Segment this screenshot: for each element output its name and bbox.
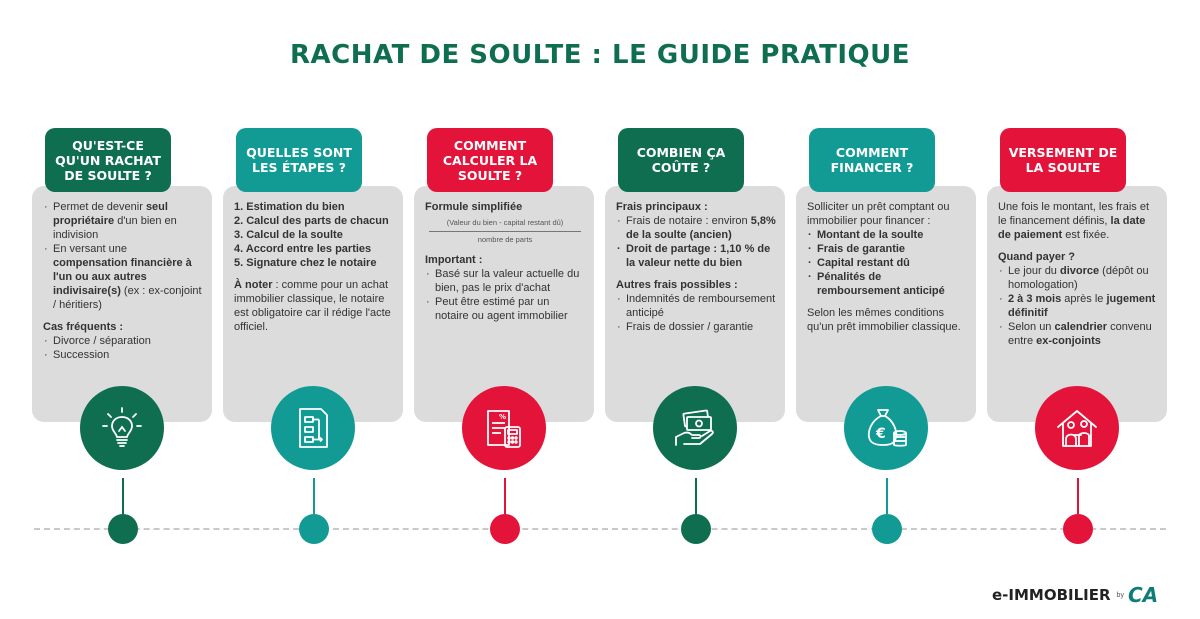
lightbulb-icon [80, 386, 164, 470]
bullet: · Permet de devenir seul propriétaire d'un bien en indivision [43, 200, 203, 242]
card-header: VERSEMENT DE LA SOULTE [1000, 128, 1126, 192]
bullet: · Indemnités de remboursement anticipé [616, 292, 776, 320]
calculator-document-icon [462, 386, 546, 470]
card-financing [796, 128, 976, 460]
logo-brand: CA [1127, 583, 1159, 607]
step: 2. Calcul des parts de chacun [234, 215, 389, 227]
intro-text: Solliciter un prêt comptant ou immobilier pour financer : [807, 201, 950, 227]
card-header: QUELLES SONT LES ÉTAPES ? [236, 128, 362, 192]
bullet: · Droit de partage : 1,10 % de la valeur nette du bien [616, 242, 776, 270]
bullet: · En versant une compensation financière à l'un ou aux autres indivisaire(s) (ex : ex-conjoint / héritiers) [43, 242, 203, 312]
step: 5. Signature chez le notaire [234, 257, 377, 269]
timeline-stem [1077, 478, 1079, 514]
formula-denominator: nombre de parts [477, 235, 533, 244]
bullet: · Frais de garantie [807, 242, 967, 256]
card-header: COMMENT FINANCER ? [809, 128, 935, 192]
bullet: · Frais de dossier / garantie [616, 320, 776, 334]
bullet: · 2 à 3 mois après le jugement définitif [998, 292, 1158, 320]
timeline-dot [1063, 514, 1093, 544]
formula-numerator: (Valeur du bien - capital restant dû) [446, 218, 564, 227]
section-title: Important : [425, 254, 483, 266]
bullet: · Basé sur la valeur actuelle du bien, pas le prix d'achat [425, 267, 585, 295]
step: 3. Calcul de la soulte [234, 229, 343, 241]
bullet: · Capital restant dû [807, 256, 967, 270]
svg-text:%: % [499, 413, 507, 421]
intro-text: Une fois le montant, les frais et le financement définis, la date de paiement est fixée. [998, 201, 1150, 241]
step: 4. Accord entre les parties [234, 243, 372, 255]
section-title: Quand payer ? [998, 251, 1076, 263]
formula-title: Formule simplifiée [425, 201, 523, 213]
card-cost [605, 128, 785, 460]
timeline-stem [886, 478, 888, 514]
page-title: RACHAT DE SOULTE : LE GUIDE PRATIQUE [290, 40, 910, 70]
timeline-dot [681, 514, 711, 544]
timeline-line [34, 528, 1166, 530]
section-title: Frais principaux : [616, 201, 708, 213]
bullet: · Le jour du divorce (dépôt ou homologation) [998, 264, 1158, 292]
timeline-stem [504, 478, 506, 514]
house-people-icon [1035, 386, 1119, 470]
timeline-stem [695, 478, 697, 514]
section-title: Cas fréquents : [43, 321, 124, 333]
bullet: · Pénalités de remboursement anticipé [807, 270, 967, 298]
timeline-dot [490, 514, 520, 544]
card-definition [32, 128, 212, 460]
section-title: Autres frais possibles : [616, 279, 738, 291]
timeline-dot [299, 514, 329, 544]
bullet: · Frais de notaire : environ 5,8% de la soulte (ancien) [616, 214, 776, 242]
card-calculation [414, 128, 594, 460]
timeline-dot [872, 514, 902, 544]
timeline-dot [108, 514, 138, 544]
euro-bag-icon [844, 386, 928, 470]
bullet: · Selon un calendrier convenu entre ex-conjoints [998, 320, 1158, 348]
logo-text: e-IMMOBILIER [992, 586, 1111, 604]
formula-divider [429, 231, 581, 232]
card-header: COMMENT CALCULER LA SOULTE ? [427, 128, 553, 192]
card-steps [223, 128, 403, 460]
logo-by: by [1116, 591, 1124, 599]
timeline-stem [122, 478, 124, 514]
card-payment [987, 128, 1167, 460]
bullet: · Montant de la soulte [807, 228, 967, 242]
money-hand-icon [653, 386, 737, 470]
note: À noter : comme pour un achat immobilier classique, le notaire est obligatoire car il rédige l'acte officiel. [234, 279, 391, 333]
bullet: · Succession [43, 348, 203, 362]
bullet: · Peut être estimé par un notaire ou agent immobilier [425, 295, 585, 323]
card-header: COMBIEN ÇA COÛTE ? [618, 128, 744, 192]
outro-text: Selon les mêmes conditions qu'un prêt immobilier classique. [807, 307, 961, 333]
timeline-stem [313, 478, 315, 514]
svg-text:€: € [876, 426, 886, 442]
card-header: QU'EST-CE QU'UN RACHAT DE SOULTE ? [45, 128, 171, 192]
flowchart-document-icon [271, 386, 355, 470]
bullet: · Divorce / séparation [43, 334, 203, 348]
step: 1. Estimation du bien [234, 201, 345, 213]
brand-logo [992, 580, 1158, 610]
